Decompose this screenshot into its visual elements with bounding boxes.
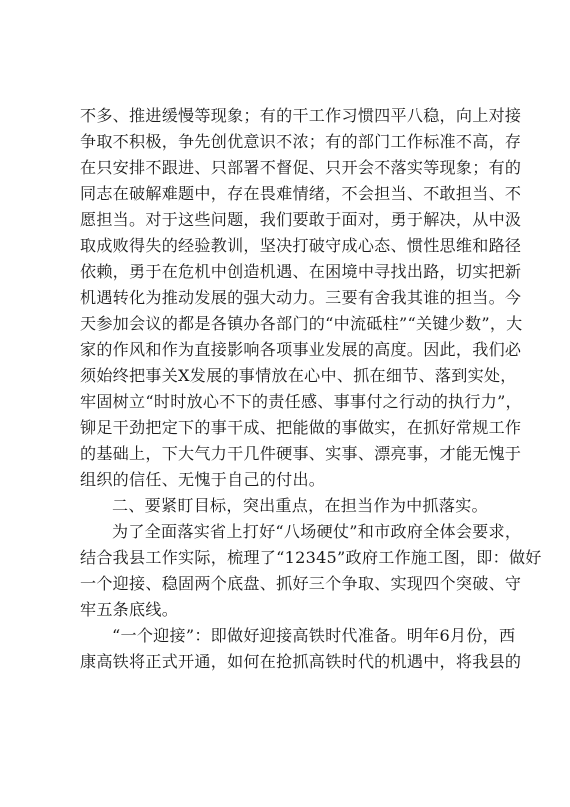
body-line: 康高铁将正式开通，如何在抢抓高铁时代的机遇中，将我县的: [80, 652, 522, 671]
body-line: 机遇转化为推动发展的强大动力。三要有舍我其谁的担当。今: [80, 288, 522, 307]
section-heading: 二、要紧盯目标，突出重点，在担当作为中抓落实。: [112, 496, 488, 515]
body-line: 天参加会议的都是各镇办各部门的“中流砥柱”“关键少数”，大: [80, 314, 523, 333]
body-line: 须始终把事关X发展的事情放在心中、抓在细节、落到实处，: [80, 366, 517, 385]
body-line: 的基础上，下大气力干几件硬事、实事、漂亮事，才能无愧于: [80, 444, 522, 463]
body-line: 依赖，勇于在危机中创造机遇、在困境中寻找出路，切实把新: [80, 262, 522, 281]
body-line: 铆足干劲把定下的事干成、把能做的事做实，在抓好常规工作: [80, 418, 522, 437]
body-line: 结合我县工作实际，梳理了“12345”政府工作施工图，即：做好: [80, 548, 542, 567]
body-line: 同志在破解难题中，存在畏难情绪，不会担当、不敢担当、不: [80, 184, 522, 203]
body-line: 争取不积极，争先创优意识不浓；有的部门工作标准不高，存: [80, 132, 522, 151]
body-line: 为了全面落实省上打好“八场硬仗”和市政府全体会要求，: [112, 522, 522, 541]
body-line: 家的作风和作为直接影响各项事业发展的高度。因此，我们必: [80, 340, 522, 359]
body-line: 牢固树立“时时放心不下的责任感、事事付之行动的执行力”，: [80, 392, 522, 411]
body-line: “一个迎接”：即做好迎接高铁时代准备。明年6月份，西: [112, 626, 516, 645]
body-line: 一个迎接、稳固两个底盘、抓好三个争取、实现四个突破、守: [80, 574, 522, 593]
document-body: [80, 103, 542, 675]
body-line: 牢五条底线。: [80, 600, 179, 619]
body-line: 在只安排不跟进、只部署不督促、只开会不落实等现象；有的: [80, 158, 522, 177]
body-line: 组织的信任、无愧于自己的付出。: [80, 470, 326, 489]
body-line: 愿担当。对于这些问题，我们要敢于面对，勇于解决，从中汲: [80, 210, 522, 229]
body-line: 不多、推进缓慢等现象；有的干工作习惯四平八稳，向上对接: [80, 106, 522, 125]
body-line: 取成败得失的经验教训，坚决打破守成心态、惯性思维和路径: [80, 236, 522, 255]
